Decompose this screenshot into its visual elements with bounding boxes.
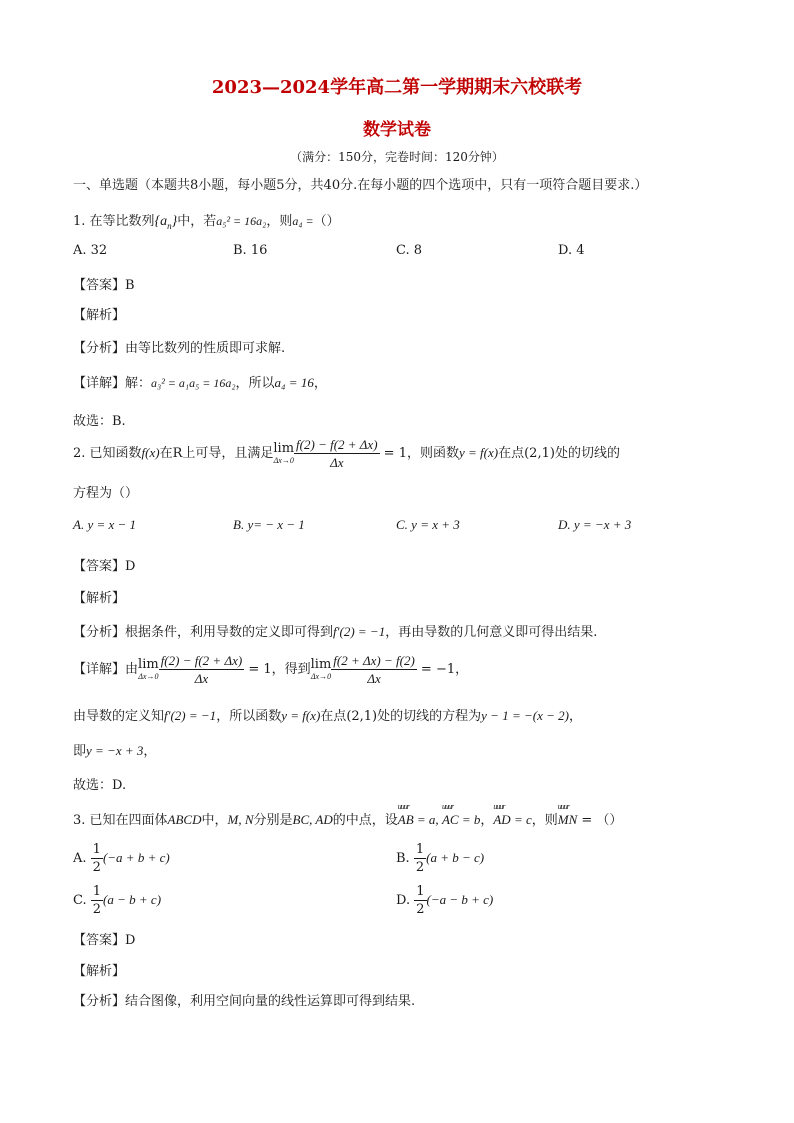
q2-fenxi-text-2: ，再由导数的几何意义即可得出结果. xyxy=(385,625,598,640)
xiangjie-label: 【详解】 xyxy=(73,662,126,677)
q2-option-d: D. y = −x + 3 xyxy=(558,517,632,532)
q2-fx: f(x) xyxy=(141,445,160,460)
q2-answer-value: D xyxy=(125,559,136,574)
q3-fenxi-text: 结合图像，利用空间向量的线性运算即可得到结果. xyxy=(125,994,416,1009)
q3-option-d-label: D. xyxy=(396,893,411,908)
q2-eq1: = 1 xyxy=(379,446,407,461)
q3-vec-ac: uuur AC xyxy=(442,812,459,828)
q3-bcad: BC, AD xyxy=(292,812,333,827)
q3-fenxi xyxy=(73,990,415,1009)
q2-l3-comma: ， xyxy=(143,744,157,759)
q2-xj-fraction-1: $\frac{f(2) - f(2 + \Delta x)}{\Delta x}$ xyxy=(160,653,243,686)
q3-option-d xyxy=(396,882,493,919)
q2-xj-comma: ， xyxy=(455,662,469,677)
q2-xj-text: 由 xyxy=(125,662,139,677)
q3-eq-a: = a, xyxy=(413,812,442,827)
q2-jiexi-label: 【解析】 xyxy=(73,591,126,606)
q2-l2-text: 由导数的定义知 xyxy=(73,709,165,724)
q3-option-d-expr: (−a − b + c) xyxy=(426,892,494,907)
q1-conclusion: 故选：B. xyxy=(73,414,126,429)
q2-xj-line2 xyxy=(73,705,582,724)
q3-option-a-label: A. xyxy=(73,851,87,866)
q1-xj-eq: a₃² = a₁a₅ = 16a₂ xyxy=(151,376,236,390)
q3-option-b xyxy=(396,840,484,877)
q2-option-b: B. y= − x − 1 xyxy=(233,517,305,532)
xiangjie-label: 【详解】 xyxy=(73,376,126,391)
q2-fraction: $\frac{f(2) - f(2 + \Delta x)}{\Delta x}$ xyxy=(296,437,378,470)
q3-eq-c: = c xyxy=(510,812,532,827)
q1-ask: a₄ = xyxy=(292,214,314,228)
fenxi-label: 【分析】 xyxy=(73,341,126,356)
q2-stem-text-2: 在R上可导，且满足 xyxy=(159,446,274,461)
q1-fenxi xyxy=(73,337,285,356)
q2-xj-line3 xyxy=(73,740,156,759)
exam-title: 2023—2024学年高二第一学期期末六校联考 xyxy=(211,77,583,98)
q3-half: $\frac{1}{2}$ xyxy=(416,884,425,917)
q2-lim: lim Δx→0 xyxy=(273,441,295,465)
q2-l2-comma: ， xyxy=(568,709,582,724)
q3-stem-text: 3. 已知在四面体 xyxy=(73,813,168,828)
q3-option-c-label: C. xyxy=(73,893,87,908)
fenxi-label: 【分析】 xyxy=(73,625,126,640)
q3-stem-text-4: 的中点，设 xyxy=(332,813,398,828)
q3-jiexi-label: 【解析】 xyxy=(73,964,126,979)
q2-xj-eq1: = 1 xyxy=(244,662,272,677)
q2-xj-fraction-2: $\frac{f(2 + \Delta x) - f(2)}{\Delta x}$ xyxy=(333,653,415,686)
q1-xj-text: 解： xyxy=(125,376,152,391)
q2-xj-lim-2: lim Δx→0 xyxy=(310,657,332,681)
answer-label: 【答案】 xyxy=(73,559,126,574)
q1-xiangjie xyxy=(73,372,327,391)
q2-l2-eq2: y − 1 = −(x − 2) xyxy=(481,708,569,723)
q2-l2-yfx: y = f(x) xyxy=(281,708,321,723)
q2-option-c: C. y = x + 3 xyxy=(396,517,460,532)
q1-option-d: D. 4 xyxy=(558,243,585,258)
q1-option-c: C. 8 xyxy=(396,243,423,258)
q2-stem-text-3: ，则函数 xyxy=(406,446,459,461)
q3-stem-text-6: ，则 xyxy=(531,813,558,828)
q2-xj-text-2: ，得到 xyxy=(271,662,311,677)
q3-stem-text-7: = （） xyxy=(577,813,623,828)
q2-fenxi-text: 根据条件，利用导数的定义即可得到 xyxy=(125,625,334,640)
q1-option-a: A. 32 xyxy=(73,243,108,258)
q1-stem-text-3: ，则 xyxy=(266,214,293,229)
q3-option-a-expr: (−a + b + c) xyxy=(102,850,170,865)
q2-l2-text-4: 处的切线的方程为 xyxy=(377,709,482,724)
q2-option-a: A. y = x − 1 xyxy=(73,517,137,532)
q2-l2-text-2: ，所以函数 xyxy=(216,709,282,724)
q3-option-b-label: B. xyxy=(396,851,410,866)
q3-mn: M, N xyxy=(227,812,254,827)
q2-xj-lim: lim Δx→0 xyxy=(138,657,159,681)
q1-xj-text-2: ，所以 xyxy=(235,376,275,391)
exam-info: （满分：150分，完卷时间：120分钟） xyxy=(290,150,504,164)
q1-option-b: B. 16 xyxy=(233,243,268,258)
q3-eq-b: = b xyxy=(458,812,481,827)
q1-xj-result: a₄ = 16 xyxy=(274,375,314,390)
q2-fenxi xyxy=(73,621,597,640)
exam-subject: 数学试卷 xyxy=(363,120,431,140)
q3-half: $\frac{1}{2}$ xyxy=(415,842,425,875)
q1-stem-text-2: 中，若 xyxy=(177,214,217,229)
q2-conclusion: 故选：D. xyxy=(73,778,127,793)
q1-answer xyxy=(73,274,135,293)
q2-xiangjie xyxy=(73,650,468,690)
q2-point: (2,1) xyxy=(524,446,555,461)
q2-l2-eq: f′(2) = −1 xyxy=(164,708,217,723)
q3-vec-ab: uuur AB xyxy=(398,812,414,828)
q2-stem-text-5: 处的切线的 xyxy=(554,446,620,461)
q1-stem-text: 1. 在等比数列 xyxy=(73,214,155,229)
q1-stem xyxy=(73,210,340,231)
q2-l3-eq: y = −x + 3 xyxy=(86,743,144,758)
q1-answer-value: B xyxy=(125,278,135,293)
q2-yfx: y = f(x) xyxy=(459,445,499,460)
section-heading: 一、单选题（本题共8小题，每小题5分，共40分.在每小题的四个选项中，只有一项符合题目要求.） xyxy=(73,178,648,193)
q2-fenxi-eq: f′(2) = −1 xyxy=(333,624,386,639)
q3-answer xyxy=(73,929,135,948)
answer-label: 【答案】 xyxy=(73,278,126,293)
answer-label: 【答案】 xyxy=(73,933,126,948)
q2-stem-text: 2. 已知函数 xyxy=(73,446,142,461)
q1-seq: $\{a_n\}$ xyxy=(154,214,178,231)
q2-l2-point: (2,1) xyxy=(346,709,378,724)
q1-xj-comma: ， xyxy=(313,376,327,391)
q3-vec-ad: uuur AD xyxy=(493,812,510,828)
q3-option-c-expr: (a − b + c) xyxy=(103,892,162,907)
q1-paren: （） xyxy=(313,214,340,229)
q2-l2-text-3: 在点 xyxy=(320,709,347,724)
q3-option-b-expr: (a + b − c) xyxy=(426,850,485,865)
q3-stem-text-3: 分别是 xyxy=(253,813,293,828)
q1-jiexi-label: 【解析】 xyxy=(73,308,126,323)
q2-stem xyxy=(73,433,620,474)
q3-half: $\frac{1}{2}$ xyxy=(92,884,102,917)
q2-xj-eq2: = −1 xyxy=(416,662,456,677)
q1-condition: a₅² = 16a₂ xyxy=(216,214,267,228)
q3-stem-text-5: ， xyxy=(480,813,494,828)
q2-l3-text: 即 xyxy=(73,744,87,759)
q3-abcd: ABCD xyxy=(167,812,202,827)
q3-stem-text-2: 中， xyxy=(201,813,228,828)
q3-option-a xyxy=(73,840,170,877)
fenxi-label: 【分析】 xyxy=(73,994,126,1009)
q1-fenxi-text: 由等比数列的性质即可求解. xyxy=(125,341,286,356)
q3-stem xyxy=(73,809,622,828)
q3-option-c xyxy=(73,882,161,919)
q2-stem-line2: 方程为（） xyxy=(73,486,139,501)
q2-stem-text-4: 在点 xyxy=(498,446,525,461)
q3-half: $\frac{1}{2}$ xyxy=(92,842,101,875)
q3-vec-mn: uuur MN xyxy=(558,812,578,828)
q3-answer-value: D xyxy=(125,933,136,948)
q2-answer xyxy=(73,555,135,574)
